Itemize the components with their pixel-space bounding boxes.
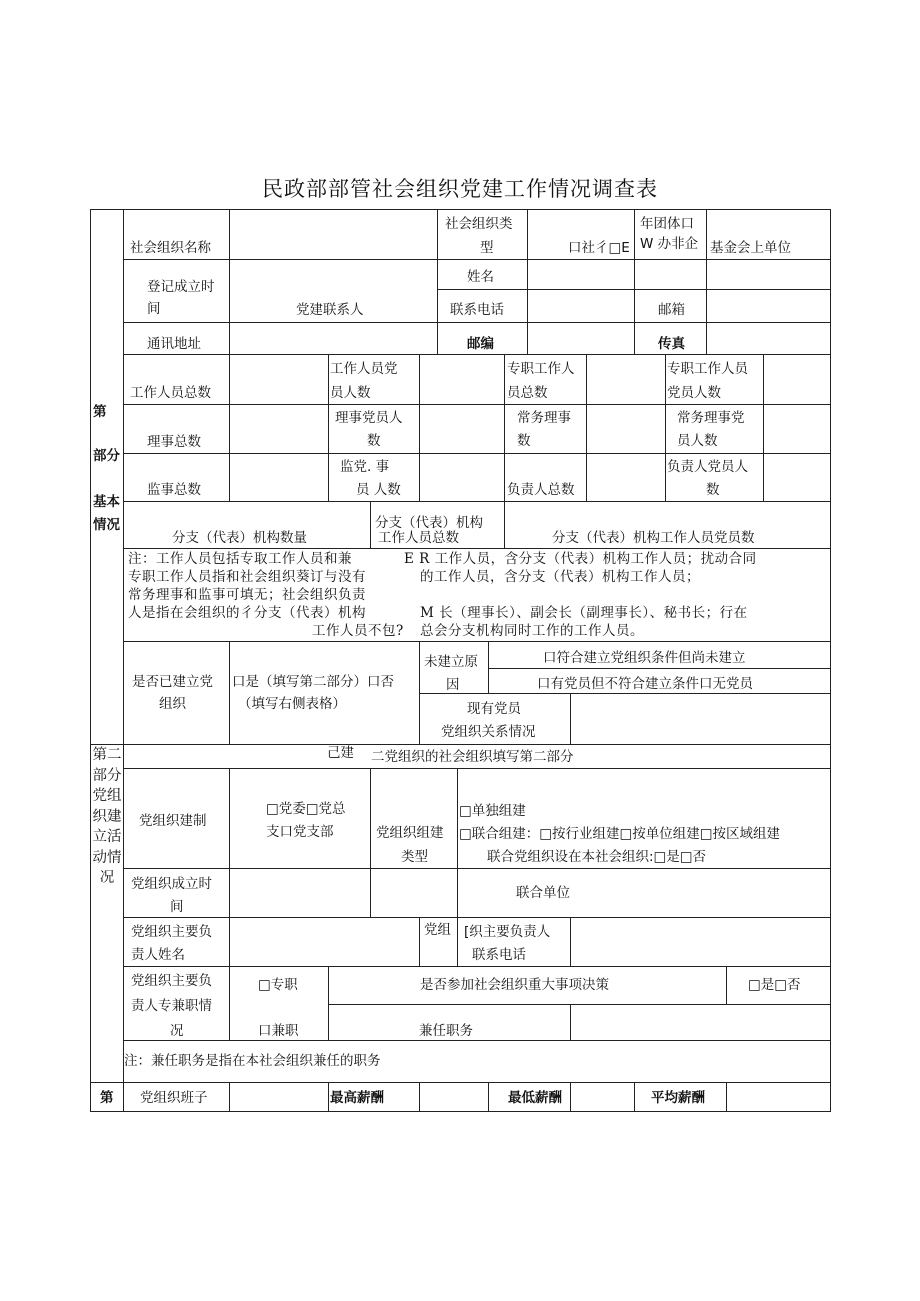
head-name-label: 党组织主要负 bbox=[131, 924, 212, 940]
system-label: 党组织建制 bbox=[139, 813, 207, 829]
email-label: 邮箱 bbox=[658, 302, 685, 318]
note-left-2: 专职工作人员指和社会组织葵订与没有 bbox=[128, 569, 366, 585]
council-total-label: 理事总数 bbox=[147, 434, 201, 450]
standing-party-label-2: 员人数 bbox=[677, 433, 718, 449]
note-right-2: 的工作人员，含分支（代表）机构工作人员； bbox=[420, 569, 700, 585]
founded-label: 党组织成立时 bbox=[131, 876, 212, 892]
leader-total-label: 负责人总数 bbox=[507, 482, 575, 498]
fax-label: 传真 bbox=[658, 336, 685, 352]
avg-pay-label: 平均薪酬 bbox=[651, 1090, 705, 1106]
note-left-3: 常务理事和监事可填无；社会组织负责 bbox=[128, 587, 366, 603]
head-role-label: 党组织主要负 bbox=[131, 973, 212, 989]
joint-units-label: 联合单位 bbox=[516, 885, 570, 901]
head-phone-label-2: 联系电话 bbox=[472, 947, 526, 963]
max-pay-label: 最高薪酬 bbox=[330, 1090, 384, 1106]
reason-option-b[interactable]: 口有党员但不符合建立条件口无党员 bbox=[537, 676, 753, 692]
note-right-5: 总会分支机构同时工作的工作人员。 bbox=[420, 623, 644, 639]
decision-options[interactable]: □是□否 bbox=[748, 977, 801, 993]
fulltime-total-label: 专职工作人 bbox=[507, 361, 575, 377]
staff-party-label-2: 员人数 bbox=[330, 385, 371, 401]
council-party-label: 理事党员人 bbox=[335, 410, 403, 426]
established-options-2: （填写右侧表格） bbox=[238, 696, 346, 712]
org-type-option-b[interactable]: 年团体口 bbox=[640, 216, 694, 232]
council-party-label-2: 数 bbox=[367, 433, 381, 449]
build-option-a[interactable]: □单独组建 bbox=[459, 803, 526, 819]
established-options[interactable]: 口是（填写第二部分）口否 bbox=[232, 674, 394, 690]
part2-header: 二党组织的社会组织填写第二部分 bbox=[371, 749, 574, 765]
part3-side-heading: 第 bbox=[100, 1090, 114, 1106]
branch-staff-label: 分支（代表）机构 bbox=[375, 515, 483, 531]
staff-party-label: 工作人员党 bbox=[330, 361, 398, 377]
build-option-c[interactable]: 联合党组织设在本社会组织:□是□否 bbox=[487, 849, 707, 865]
postcode-label: 邮编 bbox=[467, 336, 494, 352]
part1-side-line-1: 第 bbox=[93, 404, 107, 420]
liaison-label: 党建联系人 bbox=[296, 302, 364, 318]
standing-total-label-2: 数 bbox=[517, 433, 531, 449]
system-options[interactable]: □党委□党总 bbox=[266, 801, 346, 817]
note-left-1: 注：工作人员包括专取工作人员和兼 bbox=[128, 551, 352, 567]
fulltime-party-label: 专职工作人员 bbox=[667, 361, 748, 377]
org-type-option-a[interactable]: 口社彳□E bbox=[568, 240, 630, 256]
standing-party-label: 常务理事党 bbox=[677, 410, 745, 426]
head-role-label-2: 责人专兼职情 bbox=[131, 998, 212, 1014]
fulltime-party-label-2: 党员人数 bbox=[667, 385, 721, 401]
org-type-option-c[interactable]: 基金会上单位 bbox=[710, 240, 791, 256]
part1-side-line-4: 情况 bbox=[93, 517, 120, 533]
org-name-label: 社会组织名称 bbox=[130, 240, 211, 256]
current-members-label-2: 党组织关系情况 bbox=[441, 724, 536, 740]
part2-note: 注：兼任职务是指在本社会组织兼任的职务 bbox=[124, 1053, 381, 1069]
branch-staff-label-2: 工作人员总数 bbox=[378, 530, 459, 546]
established-label: 是否已建立党 bbox=[132, 674, 213, 690]
parttime-option[interactable]: 口兼职 bbox=[258, 1023, 299, 1039]
founded-label-2: 间 bbox=[170, 899, 184, 915]
team-label: 党组织班子 bbox=[140, 1090, 208, 1106]
note-left-4: 人是指在会组织的彳分支（代表）机构 bbox=[128, 605, 366, 621]
build-option-b[interactable]: □联合组建：□按行业组建□按单位组建□按区域组建 bbox=[459, 826, 781, 842]
staff-total-label: 工作人员总数 bbox=[130, 385, 211, 401]
part1-side-line-2: 部分 bbox=[93, 448, 120, 464]
leader-party-label: 负责人党员人 bbox=[667, 459, 748, 475]
note-right-1: E R 工作人员，含分支（代表）机构工作人员；扰动合同 bbox=[404, 551, 757, 567]
reg-time-label-2: 间 bbox=[147, 301, 161, 317]
head-name-label-2: 责人姓名 bbox=[131, 947, 185, 963]
part2-side-heading: 第二部分党组织建立活动情况 bbox=[92, 747, 122, 886]
standing-total-label: 常务理事 bbox=[517, 410, 571, 426]
reg-time-label: 登记成立时 bbox=[147, 279, 215, 295]
head-role-label-3: 况 bbox=[170, 1023, 184, 1039]
note-right-4: M 长（理事长）、副会长（副理事长）、秘书长；行在 bbox=[420, 605, 748, 621]
branch-count-label: 分支（代表）机构数量 bbox=[172, 530, 307, 546]
name-label: 姓名 bbox=[467, 269, 494, 285]
current-members-label: 现有党员 bbox=[467, 701, 521, 717]
org-type-label: 社会组织类 bbox=[445, 216, 513, 232]
not-established-label-2: 因 bbox=[446, 677, 460, 693]
branch-party-label: 分支（代表）机构工作人员党员数 bbox=[552, 530, 755, 546]
leader-party-label-2: 数 bbox=[706, 482, 720, 498]
min-pay-label: 最低薪酬 bbox=[508, 1090, 562, 1106]
phone-label: 联系电话 bbox=[450, 302, 504, 318]
supervisor-total-label: 监事总数 bbox=[147, 482, 201, 498]
concurrent-post-label: 兼任职务 bbox=[419, 1023, 473, 1039]
address-label: 通讯地址 bbox=[147, 336, 201, 352]
fulltime-option[interactable]: □专职 bbox=[258, 977, 298, 993]
head-phone-prefix: 党组 bbox=[424, 922, 451, 938]
fulltime-total-label-2: 员总数 bbox=[507, 385, 548, 401]
reason-option-a[interactable]: 口符合建立党组织条件但尚未建立 bbox=[543, 650, 746, 666]
supervisor-party-label: 监党. 事 bbox=[340, 459, 390, 475]
decision-label: 是否参加社会组织重大事项决策 bbox=[420, 977, 609, 993]
build-type-label-2: 类型 bbox=[401, 849, 428, 865]
part2-header-frag: 己建 bbox=[327, 745, 354, 761]
system-options-2: 支口党支部 bbox=[266, 824, 334, 840]
established-label-2: 组织 bbox=[159, 696, 186, 712]
note-left-5: 工作人员不包? bbox=[312, 623, 404, 639]
org-type-option-b-2: W 办非企 bbox=[640, 236, 699, 252]
head-phone-label: [织主要负责人 bbox=[464, 924, 551, 940]
org-type-label-2: 型 bbox=[480, 240, 494, 256]
supervisor-party-label-2: 员 人数 bbox=[356, 482, 401, 498]
part1-side-line-3: 基本 bbox=[93, 494, 120, 510]
page-title: 民政部部管社会组织党建工作情况调查表 bbox=[262, 177, 658, 201]
build-type-label: 党组织组建 bbox=[376, 825, 444, 841]
not-established-label: 未建立原 bbox=[424, 654, 478, 670]
